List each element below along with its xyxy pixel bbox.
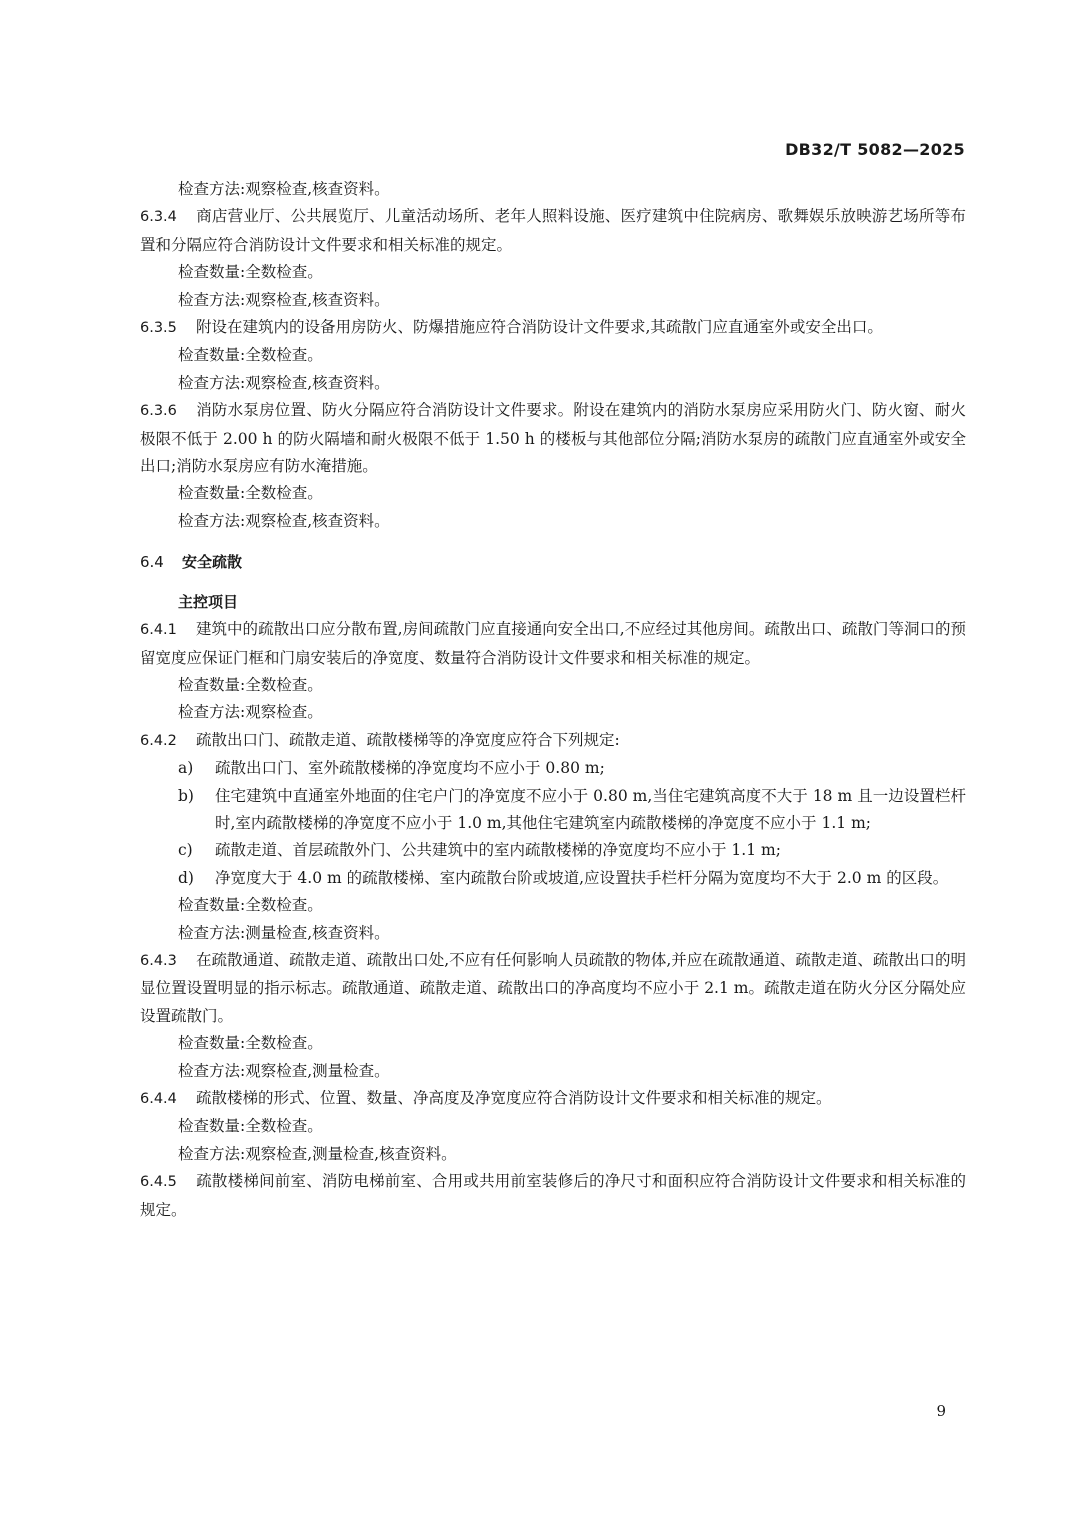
subsection-title: 主控项目	[178, 592, 239, 611]
check-line: 检查方法:观察检查,核查资料。	[178, 373, 390, 392]
clause-6-4-2	[140, 727, 966, 755]
list-label: b)	[178, 786, 194, 805]
check-line: 检查方法:观察检查,测量检查。	[178, 1061, 390, 1080]
document-body	[140, 176, 966, 1224]
clause-text: 疏散楼梯的形式、位置、数量、净高度及净宽度应符合消防设计文件要求和相关标准的规定。	[196, 1089, 832, 1107]
clause-number: 6.3.5	[140, 320, 177, 337]
check-line: 检查数量:全数检查。	[178, 1034, 323, 1053]
check-line: 检查数量:全数检查。	[178, 263, 323, 282]
list-label: c)	[178, 841, 193, 860]
clause-6-3-5	[140, 314, 966, 342]
list-label: a)	[178, 759, 194, 778]
list-item	[140, 837, 966, 864]
clause-number: 6.4.2	[140, 732, 177, 749]
check-line: 检查方法:观察检查,核查资料。	[178, 290, 390, 309]
clause-number: 6.4.4	[140, 1091, 177, 1107]
clause-6-3-4	[140, 203, 966, 259]
clause-6-4-3	[140, 947, 966, 1030]
list-text: 疏散走道、首层疏散外门、公共建筑中的室内疏散楼梯的净宽度均不应小于 1.1 m;	[215, 841, 781, 860]
check-line: 检查方法:测量检查,核查资料。	[178, 923, 390, 942]
clause-number: 6.4.5	[140, 1174, 177, 1191]
clause-number: 6.4.3	[140, 952, 177, 969]
clause-text: 附设在建筑内的设备用房防火、防爆措施应符合消防设计文件要求,其疏散门应直通室外或安全出口。	[196, 318, 883, 337]
check-line: 检查数量:全数检查。	[178, 484, 323, 503]
clause-text: 疏散楼梯间前室、消防电梯前室、合用或共用前室装修后的净尺寸和面积应符合消防设计文件要求和相关标准的规定。	[140, 1172, 966, 1219]
check-line: 检查数量:全数检查。	[178, 346, 323, 365]
clause-6-4-4	[140, 1085, 966, 1113]
check-line: 检查方法:观察检查,核查资料。	[178, 511, 390, 530]
clause-text: 建筑中的疏散出口应分散布置,房间疏散门应直接通向安全出口,不应经过其他房间。疏散出口、疏散门等洞口的预留宽度应保证门框和门扇安装后的净宽度、数量符合消防设计文件要求和相关标准的规定。	[140, 620, 966, 667]
clause-text: 商店营业厅、公共展览厅、儿童活动场所、老年人照料设施、医疗建筑中住院病房、歌舞娱乐放映游艺场所等布置和分隔应符合消防设计文件要求和相关标准的规定。	[140, 207, 966, 254]
clause-text: 在疏散通道、疏散走道、疏散出口处,不应有任何影响人员疏散的物体,并应在疏散通道、疏散走道、疏散出口的明显位置设置明显的指示标志。疏散通道、疏散走道、疏散出口的净高度均不应小于 2.1 m。疏散走道在防火分区分隔处应设置疏散门。	[140, 950, 966, 1025]
clause-text: 疏散出口门、疏散走道、疏散楼梯等的净宽度应符合下列规定:	[196, 730, 620, 749]
section-title: 安全疏散	[182, 553, 243, 572]
list-item	[140, 755, 966, 782]
page-number: 9	[936, 1402, 946, 1420]
check-line: 检查数量:全数检查。	[178, 896, 323, 915]
check-line: 检查方法:观察检查。	[178, 703, 323, 722]
clause-6-3-6	[140, 397, 966, 480]
list-text: 疏散出口门、室外疏散楼梯的净宽度均不应小于 0.80 m;	[215, 759, 605, 778]
check-line: 检查数量:全数检查。	[178, 675, 323, 694]
list-item	[140, 783, 966, 838]
list-text: 净宽度大于 4.0 m 的疏散楼梯、室内疏散台阶或坡道,应设置扶手栏杆分隔为宽度均不大于 2.0 m 的区段。	[215, 868, 949, 887]
document-code: DB32/T 5082—2025	[785, 140, 965, 159]
clause-number: 6.4.1	[140, 622, 177, 639]
section-heading	[140, 549, 966, 576]
clause-6-4-5	[140, 1168, 966, 1224]
clause-number: 6.3.6	[140, 403, 177, 420]
clause-6-4-1	[140, 616, 966, 672]
list-text: 住宅建筑中直通室外地面的住宅户门的净宽度不应小于 0.80 m,当住宅建筑高度不大于 18 m 且一边设置栏杆时,室内疏散楼梯的净宽度不应小于 1.0 m,其他住宅建筑室内疏散楼梯的净宽度不应小于 1.1 m;	[215, 786, 966, 832]
list-label: d)	[178, 868, 194, 887]
check-line: 检查数量:全数检查。	[178, 1117, 323, 1136]
list-item	[140, 865, 966, 892]
clause-number: 6.3.4	[140, 209, 177, 226]
section-number: 6.4	[140, 553, 164, 572]
clause-text: 消防水泵房位置、防火分隔应符合消防设计文件要求。附设在建筑内的消防水泵房应采用防火门、防火窗、耐火极限不低于 2.00 h 的防火隔墙和耐火极限不低于 1.50 h 的楼板与其他部位分隔;消防水泵房的疏散门应直通室外或安全出口;消防水泵房应有防水淹措施。	[140, 401, 966, 476]
check-line: 检查方法:观察检查,核查资料。	[178, 180, 390, 198]
check-line: 检查方法:观察检查,测量检查,核查资料。	[178, 1144, 457, 1163]
